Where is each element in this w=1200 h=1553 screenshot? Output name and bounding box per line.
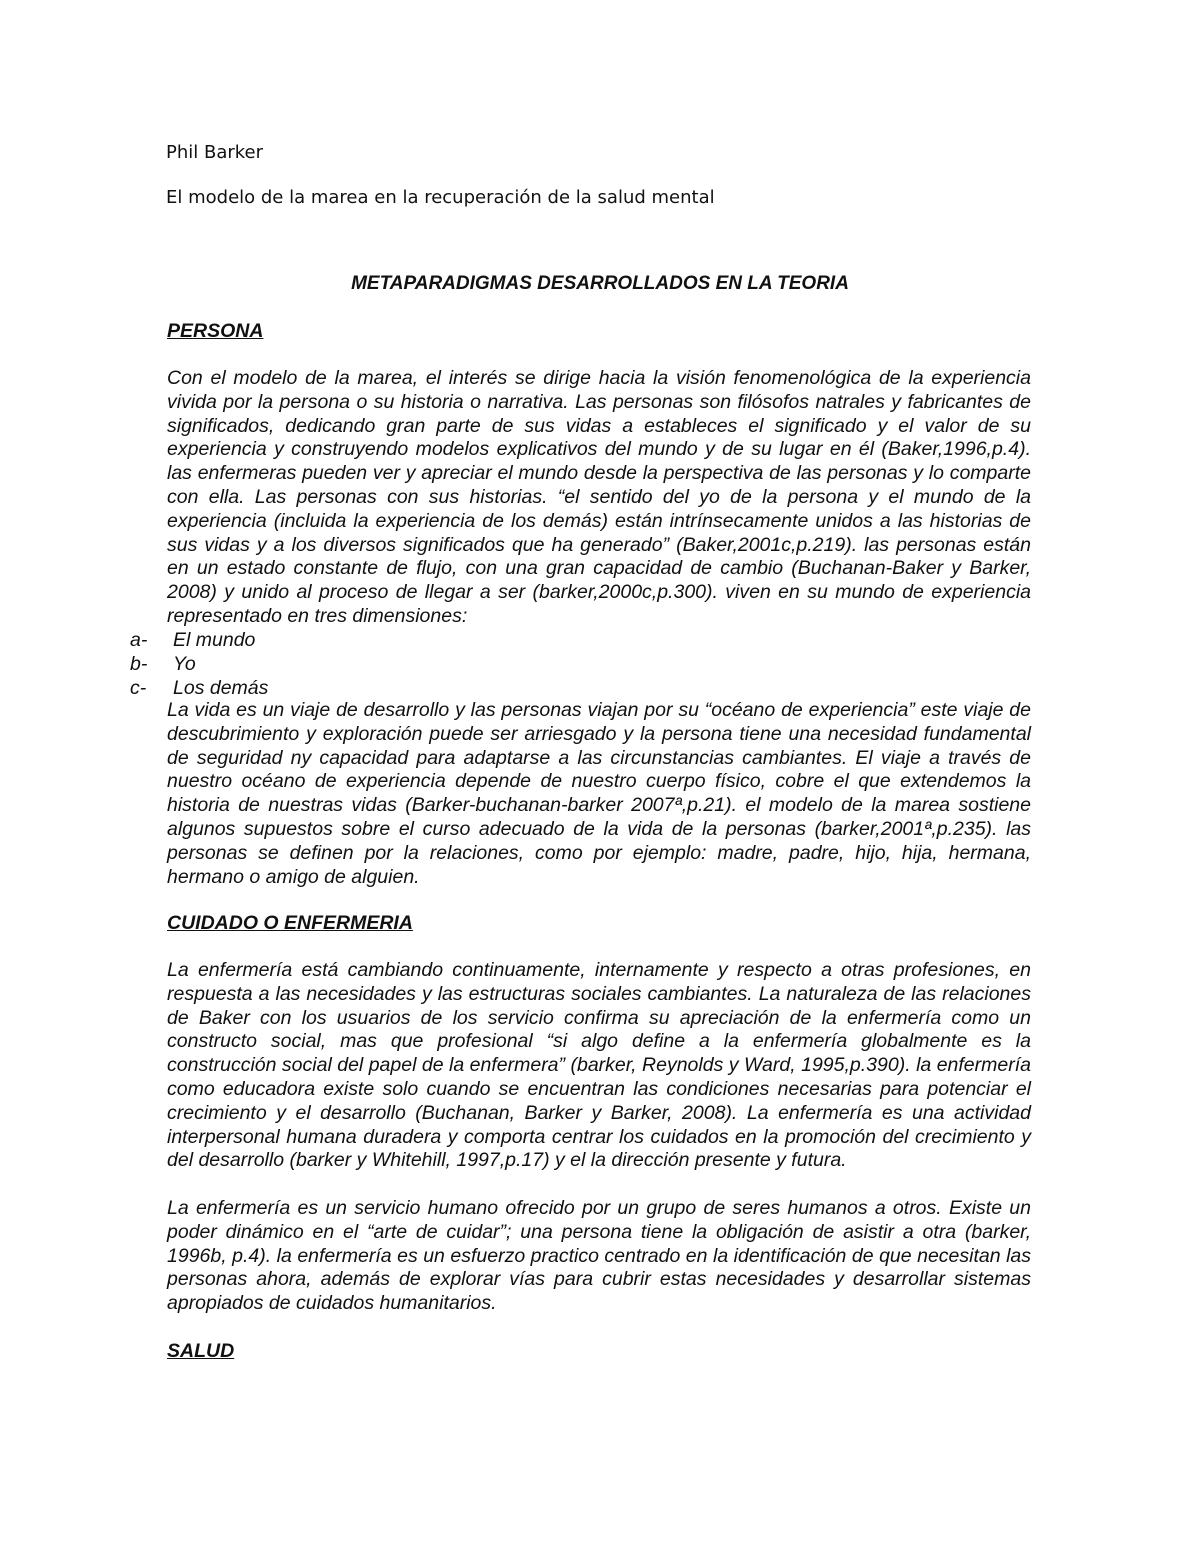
section-heading-cuidado: CUIDADO O ENFERMERIA [167,912,413,934]
list-item [130,629,268,653]
author-name: Phil Barker [166,142,264,163]
section-heading-persona: PERSONA [167,320,264,342]
list-marker: a- [130,629,148,651]
list-item-text: Yo [173,652,196,675]
persona-paragraph-2: La vida es un viaje de desarrollo y las personas viajan por su “océano de experiencia” este viaje de descubrimiento y exploración puede ser arriesgado y la persona tiene una necesidad fundamental de seguridad ny capacidad para adaptarse a las circunstancias cambiantes. El viaje a través de nuestro océano de experiencia depende de nuestro cuerpo físico, cobre el que extendemos la historia de nuestras vidas (Barker-buchanan-barker 2007ª,p.21). el modelo de la marea sostiene algunos supuestos sobre el curso adecuado de la vida de la personas (barker,2001ª,p.235). las personas se definen por la relaciones, como por ejemplo: madre, padre, hijo, hija, hermana, hermano o amigo de alguien. [167,699,1031,888]
list-marker: b- [130,652,148,675]
persona-paragraph-1: Con el modelo de la marea, el interés se dirige hacia la visión fenomenológica de la experiencia vivida por la persona o su historia o narrativa. Las personas son filósofos natrales y fabricantes de significados, dedicando gran parte de sus vidas a estableces el significado y el valor de su experiencia y construyendo modelos explicativos del mundo y de su lugar en él (Baker,1996,p.4). las enfermeras pueden ver y apreciar el mundo desde la perspectiva de las personas y lo comparte con ella. Las personas con sus historias. “el sentido del yo de la persona y el mundo de la experiencia (incluida la experiencia de los demás) están intrínsecamente unidos a las historias de sus vidas y a los diversos significados que ha generado” (Baker,2001c,p.219). las personas están en un estado constante de flujo, con una gran capacidad de cambio (Buchanan-Baker y Barker, 2008) y unido al proceso de llegar a ser (barker,2000c,p.300). viven en su mundo de experiencia representado en tres dimensiones: [167,367,1031,627]
list-item [130,677,268,701]
dimensions-list [130,629,268,700]
section-heading-salud: SALUD [167,1340,235,1362]
list-item-text: Los demás [173,676,269,699]
document-title: METAPARADIGMAS DESARROLLADOS EN LA TEORIA [351,273,849,294]
list-item [130,653,268,677]
document-subtitle: El modelo de la marea en la recuperación de la salud mental [166,187,715,208]
list-item-text: El mundo [173,629,256,651]
cuidado-paragraph-2: La enfermería es un servicio humano ofrecido por un grupo de seres humanos a otros. Existe un poder dinámico en el “arte de cuidar”; una persona tiene la obligación de asistir a otra (barker, 1996b, p.4). la enfermería es un esfuerzo practico centrado en la identificación de que necesitan las personas ahora, además de explorar vías para cubrir estas necesidades y desarrollar sistemas apropiados de cuidados humanitarios. [167,1197,1031,1315]
list-marker: c- [130,676,147,699]
cuidado-paragraph-1: La enfermería está cambiando continuamente, internamente y respecto a otras profesiones, en respuesta a las necesidades y las estructuras sociales cambiantes. La naturaleza de las relaciones de Baker con los usuarios de los servicio confirma su apreciación de la enfermería como un constructo social, mas que profesional “si algo define a la enfermería globalmente es la construcción social del papel de la enfermera” (barker, Reynolds y Ward, 1995,p.390). la enfermería como educadora existe solo cuando se encuentran las condiciones necesarias para potenciar el crecimiento y el desarrollo (Buchanan, Barker y Barker, 2008). La enfermería es una actividad interpersonal humana duradera y comporta centrar los cuidados en la promoción del crecimiento y del desarrollo (barker y Whitehill, 1997,p.17) y el la dirección presente y futura. [167,959,1031,1172]
